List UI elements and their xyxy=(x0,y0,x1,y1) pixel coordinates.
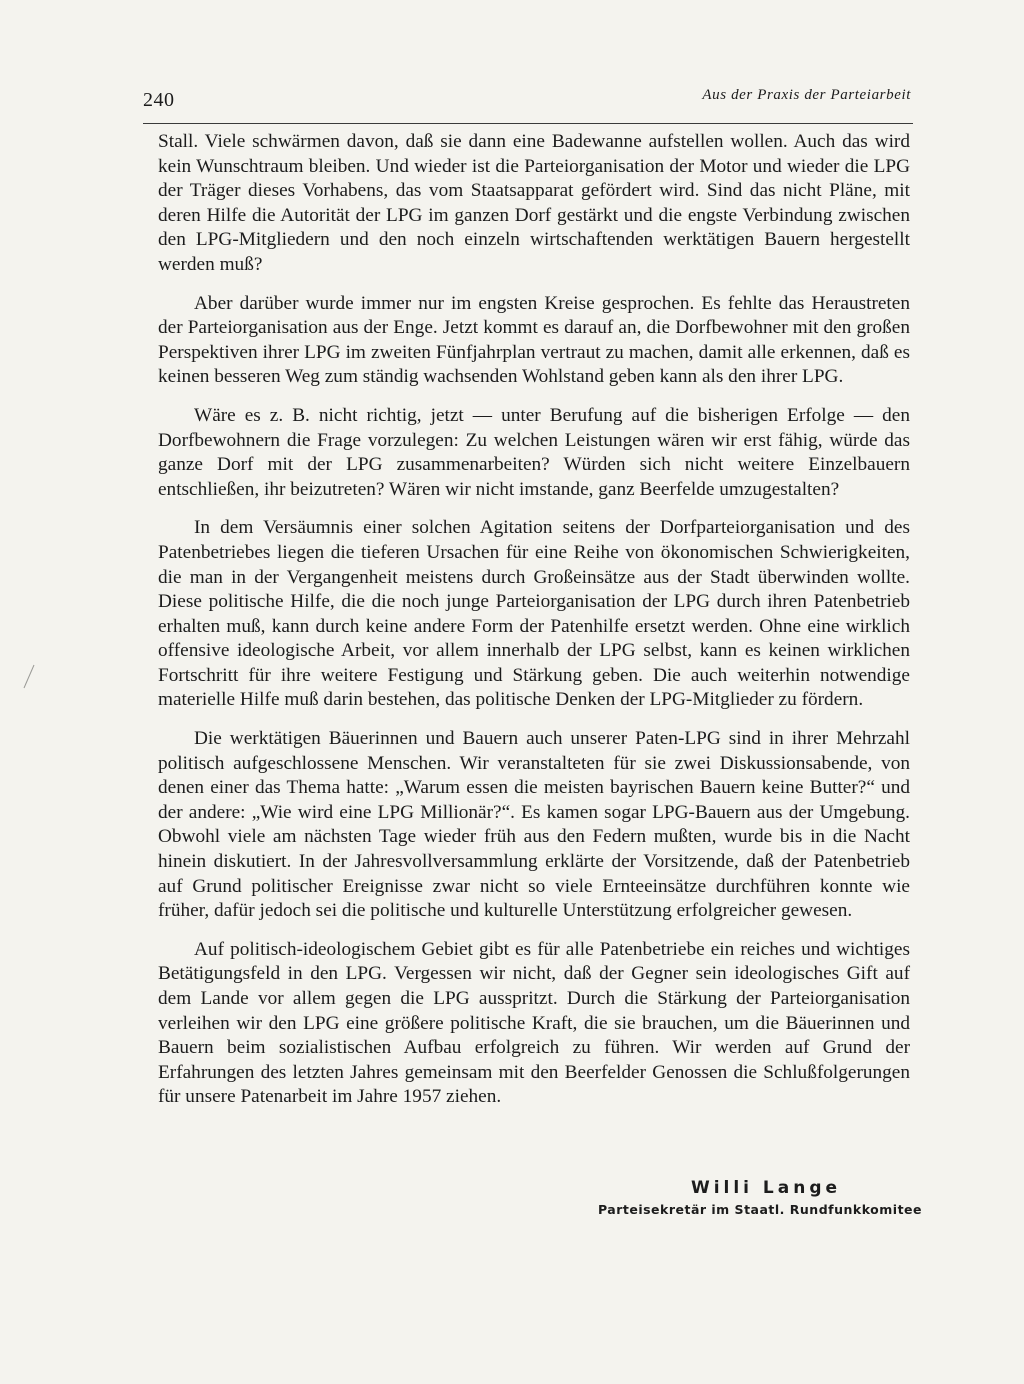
paragraph-2: Aber darüber wurde immer nur im engsten Kreise gesprochen. Es fehlte das Heraustreten der Parteiorganisation aus der Enge. Jetzt kommt es darauf an, die Dorfbewohner mit den großen Perspektiven ihrer LPG im zweiten Fünfjahrplan vertraut zu machen, damit alle erkennen, daß es keinen besseren Weg zum ständig wachsenden Wohlstand geben kann als den ihrer LPG. xyxy=(158,292,910,388)
paragraph-6: Auf politisch-ideologischem Gebiet gibt es für alle Patenbetriebe ein reiches und wichtiges Betätigungsfeld in den LPG. Vergessen wir nicht, daß der Gegner sein ideologisches Gift auf dem Lande vor allem gegen die LPG ausspritzt. Durch die Stärkung der Parteiorganisation verleihen wir den LPG eine größere politische Kraft, die sie brauchen, um die Bäuerinnen und Bauern beim sozialistischen Aufbau erfolgreich zu führen. Wir werden auf Grund der Erfahrungen des letzten Jahres gemeinsam mit den Beerfelder Genossen die Schlußfolgerungen für unsere Patenarbeit im Jahre 1957 ziehen. xyxy=(158,938,910,1108)
page-header xyxy=(143,83,913,124)
paragraph-4: In dem Versäumnis einer solchen Agitation seitens der Dorfparteiorganisation und des Patenbetriebes liegen die tieferen Ursachen für eine Reihe von ökonomischen Schwierigkeiten, die man in der Vergangenheit meistens durch Großeinsätze aus der Stadt überwinden wollte. Diese politische Hilfe, die die noch junge Parteiorganisation der LPG durch ihren Patenbetrieb erhalten muß, kann durch keine andere Form der Patenhilfe ersetzt werden. Ohne eine wirklich offensive ideologische Arbeit, vor allem innerhalb der LPG selbst, kann es keinen wirklichen Fortschritt für ihre weitere Festigung und Stärkung geben. Die auch weiterhin notwendige materielle Hilfe muß darin bestehen, das politische Denken der LPG-Mitglieder zu fördern. xyxy=(158,517,910,711)
author-name: Willi Lange xyxy=(690,1178,842,1198)
paragraph-1: Stall. Viele schwärmen davon, daß sie dann eine Badewanne aufstellen wollen. Auch das wird kein Wunschtraum bleiben. Und wieder ist die Parteiorganisation der Motor und wieder die LPG der Träger dieses Vorhabens, das vom Staatsapparat gefördert wird. Sind das nicht Pläne, mit deren Hilfe die Autorität der LPG im ganzen Dorf gestärkt und die engste Verbindung zwischen den LPG-Mitgliedern und den noch einzeln wirtschaftenden werktätigen Bauern hergestellt werden muß? xyxy=(158,131,910,275)
page-number: 240 xyxy=(143,89,175,111)
author-role: Parteisekretär im Staatl. Rundfunkkomitee xyxy=(597,1202,922,1217)
signature-block xyxy=(560,1178,922,1217)
paragraph-3: Wäre es z. B. nicht richtig, jetzt — unter Berufung auf die bisherigen Erfolge — den Dorfbewohnern die Frage vorzulegen: Zu welchen Leistungen wären wir erst fähig, würde das ganze Dorf mit der LPG zusammenarbeiten? Würden sich nicht weitere Einzelbauern entschließen, ihr beizutreten? Wären wir nicht imstande, ganz Beerfelde umzugestalten? xyxy=(158,404,910,500)
paragraph-5: Die werktätigen Bäuerinnen und Bauern auch unserer Paten-LPG sind in ihrer Mehrzahl politisch aufgeschlossene Menschen. Wir veranstalteten für sie zwei Diskussionsabende, von denen einer das Thema hatte: „Warum essen die meisten bayrischen Bauern keine Butter?“ und der andere: „Wie wird eine LPG Millionär?“. Es kamen sogar LPG-Bauern aus der Umgebung. Obwohl viele am nächsten Tage wieder früh aus den Federn mußten, wurde bis in die Nacht hinein diskutiert. In der Jahresvollversammlung erklärte der Vorsitzende, daß der Patenbetrieb auf Grund politischer Ereignisse zwar nicht so viele Ernteeinsätze durchführen konnte wie früher, dafür jedoch sei die politische und kulturelle Unterstützung erfolgreicher gewesen. xyxy=(158,728,910,922)
article-body xyxy=(158,130,910,1124)
running-head: Aus der Praxis der Parteiarbeit xyxy=(702,87,911,103)
margin-pencil-mark xyxy=(22,664,36,690)
